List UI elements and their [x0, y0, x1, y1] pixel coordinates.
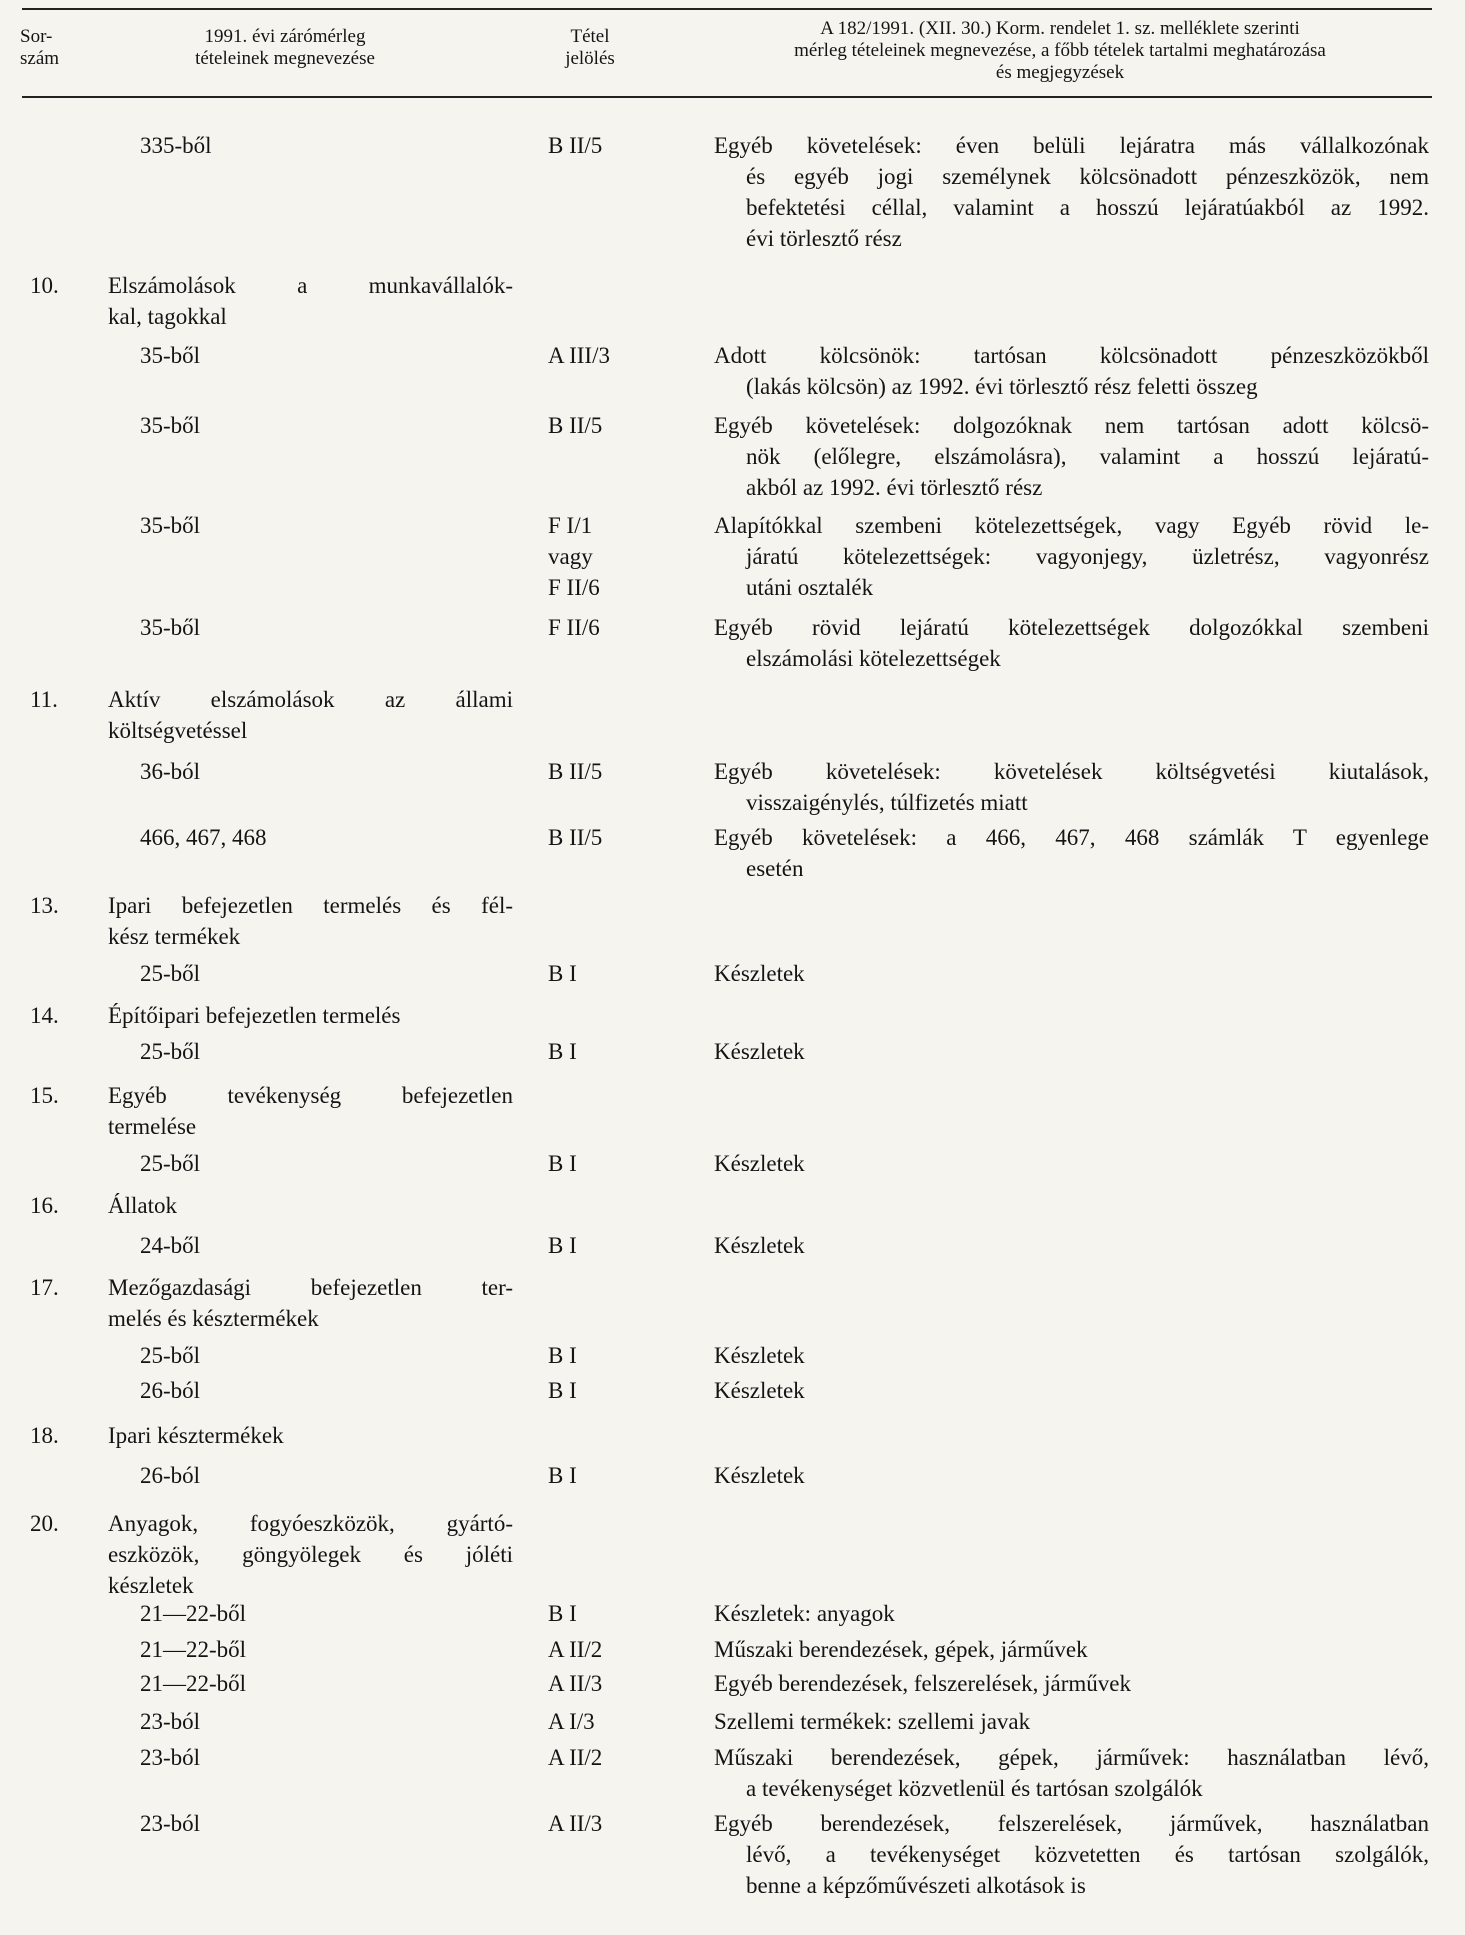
- item-description: [714, 1036, 1429, 1067]
- header-name-line: 1991. évi zárómérleg: [204, 26, 366, 47]
- code-line: A II/3: [548, 1811, 603, 1836]
- row-number: 13.: [30, 893, 59, 918]
- section-title: [108, 1190, 513, 1221]
- header-desc-line: mérleg tételeinek megnevezése, a főbb tételek tartalmi meghatározása: [794, 40, 1326, 61]
- name-line: 26-ból: [140, 1378, 201, 1403]
- code-line: A I/3: [548, 1709, 595, 1734]
- item-description: [714, 130, 1429, 254]
- row-number: 11.: [30, 687, 58, 712]
- code-line: B I: [548, 961, 577, 986]
- name-line: 25-ből: [140, 961, 201, 986]
- item-code: [548, 756, 698, 787]
- item-code: [548, 130, 698, 161]
- description-line: esetén: [746, 856, 804, 881]
- item-description: [714, 1375, 1429, 1406]
- name-line: 24-ből: [140, 1233, 201, 1258]
- description-line: Készletek: [714, 1233, 805, 1258]
- code-line: B I: [548, 1601, 577, 1626]
- description-line: Egyéb követelések: követelések költségvetési kiutalások,: [714, 759, 1429, 784]
- name-line: 25-ből: [140, 1151, 201, 1176]
- row-number: 15.: [30, 1083, 59, 1108]
- name-line: 36-ból: [140, 759, 201, 784]
- account-ref: [140, 958, 510, 989]
- description-line: utáni osztalék: [746, 575, 874, 600]
- name-line: készletek: [108, 1573, 194, 1598]
- name-line: 26-ból: [140, 1463, 201, 1488]
- description-line: Egyéb követelések: a 466, 467, 468 számlák T egyenlege: [714, 825, 1429, 850]
- name-line: Mezőgazdasági befejezetlen ter-: [108, 1275, 513, 1300]
- description-line: Készletek: [714, 1378, 805, 1403]
- item-description: [714, 822, 1429, 884]
- description-line: Egyéb követelések: dolgozóknak nem tartósan adott kölcsö-: [714, 413, 1429, 438]
- item-description: [714, 1460, 1429, 1491]
- section-title: [108, 684, 513, 746]
- description-line: lévő, a tevékenységet közvetetten és tartósan szolgálók,: [746, 1842, 1429, 1867]
- code-line: A II/2: [548, 1637, 603, 1662]
- description-line: akból az 1992. évi törlesztő rész: [746, 475, 1043, 500]
- item-description: [714, 1706, 1429, 1737]
- item-description: [714, 340, 1429, 402]
- name-line: 35-ből: [140, 513, 201, 538]
- code-line: B I: [548, 1151, 577, 1176]
- header-desc-line: A 182/1991. (XII. 30.) Korm. rendelet 1. sz. melléklete szerinti: [820, 18, 1300, 39]
- row-number: 16.: [30, 1193, 59, 1218]
- header-name-line: tételeinek megnevezése: [195, 48, 375, 69]
- description-line: évi törlesztő rész: [746, 226, 902, 251]
- item-code: [548, 1148, 698, 1179]
- name-line: 35-ből: [140, 343, 201, 368]
- name-line: 21—22-ből: [140, 1601, 247, 1626]
- code-line: B I: [548, 1378, 577, 1403]
- description-line: Egyéb berendezések, felszerelések, járművek: [714, 1671, 1131, 1696]
- code-line: F II/6: [548, 575, 600, 600]
- description-line: Alapítókkal szembeni kötelezettségek, vagy Egyéb rövid le-: [714, 513, 1429, 538]
- account-ref: [140, 340, 510, 371]
- name-line: Elszámolások a munkavállalók-: [108, 273, 513, 298]
- description-line: Egyéb rövid lejáratú kötelezettségek dolgozókkal szembeni: [714, 615, 1429, 640]
- item-description: [714, 510, 1429, 603]
- name-line: Aktív elszámolások az állami: [108, 687, 513, 712]
- name-line: Anyagok, fogyóeszközök, gyártó-: [108, 1511, 513, 1536]
- code-line: F I/1: [548, 513, 593, 538]
- description-line: befektetési céllal, valamint a hosszú lejáratúakból az 1992.: [746, 195, 1429, 220]
- item-code: [548, 1375, 698, 1406]
- account-ref: [140, 822, 510, 853]
- section-title: [108, 1000, 513, 1031]
- header-code: [540, 26, 640, 70]
- description-line: járatú kötelezettségek: vagyonjegy, üzletrész, vagyonrész: [746, 544, 1429, 569]
- description-line: benne a képzőművészeti alkotások is: [746, 1873, 1086, 1898]
- description-line: Egyéb berendezések, felszerelések, járművek, használatban: [714, 1811, 1429, 1836]
- account-ref: [140, 1706, 510, 1737]
- item-code: [548, 1706, 698, 1737]
- account-ref: [140, 1340, 510, 1371]
- code-line: B II/5: [548, 133, 603, 158]
- item-code: [548, 612, 698, 643]
- item-code: [548, 1668, 698, 1699]
- account-ref: [140, 1036, 510, 1067]
- description-line: és egyéb jogi személynek kölcsönadott pénzeszközök, nem: [746, 164, 1429, 189]
- row-number: 14.: [30, 1003, 59, 1028]
- description-line: Készletek: [714, 1039, 805, 1064]
- item-code: [548, 958, 698, 989]
- item-description: [714, 1808, 1429, 1901]
- header-rule: [22, 96, 1432, 98]
- account-ref: [140, 1668, 510, 1699]
- code-line: A II/2: [548, 1745, 603, 1770]
- account-ref: [140, 1148, 510, 1179]
- account-ref: [140, 510, 510, 541]
- code-line: A II/3: [548, 1671, 603, 1696]
- description-line: Készletek: anyagok: [714, 1601, 895, 1626]
- item-code: [548, 1230, 698, 1261]
- code-line: B I: [548, 1039, 577, 1064]
- section-title: [108, 1272, 513, 1334]
- description-line: Készletek: [714, 1151, 805, 1176]
- description-line: Műszaki berendezések, gépek, járművek: [714, 1637, 1088, 1662]
- item-description: [714, 1742, 1429, 1804]
- description-line: (lakás kölcsön) az 1992. évi törlesztő rész feletti összeg: [746, 374, 1258, 399]
- code-line: B II/5: [548, 413, 603, 438]
- header-code-line: jelölés: [565, 48, 615, 69]
- header-code-line: Tétel: [570, 26, 610, 47]
- description-line: nök (előlegre, elszámolásra), valamint a hosszú lejáratú-: [746, 444, 1429, 469]
- account-ref: [140, 1460, 510, 1491]
- header-description: [700, 18, 1420, 84]
- item-description: [714, 958, 1429, 989]
- item-description: [714, 756, 1429, 818]
- section-title: [108, 1420, 513, 1451]
- code-line: A III/3: [548, 343, 610, 368]
- item-code: [548, 1808, 698, 1839]
- description-line: Készletek: [714, 1463, 805, 1488]
- item-description: [714, 1230, 1429, 1261]
- name-line: költségvetéssel: [108, 718, 248, 743]
- name-line: 23-ból: [140, 1709, 201, 1734]
- name-line: kal, tagokkal: [108, 304, 227, 329]
- account-ref: [140, 1598, 510, 1629]
- account-ref: [140, 1375, 510, 1406]
- account-ref: [140, 1742, 510, 1773]
- code-line: B I: [548, 1343, 577, 1368]
- description-line: Készletek: [714, 1343, 805, 1368]
- item-code: [548, 1634, 698, 1665]
- item-code: [548, 1598, 698, 1629]
- description-line: Adott kölcsönök: tartósan kölcsönadott pénzeszközökből: [714, 343, 1429, 368]
- name-line: 335-ből: [140, 133, 212, 158]
- header-desc-line: és megjegyzések: [995, 62, 1125, 83]
- top-rule: [22, 8, 1432, 10]
- name-line: 21—22-ből: [140, 1637, 247, 1662]
- description-line: Készletek: [714, 961, 805, 986]
- header-serial: [20, 26, 80, 70]
- account-ref: [140, 1230, 510, 1261]
- name-line: Ipari késztermékek: [108, 1423, 284, 1448]
- description-line: Műszaki berendezések, gépek, járművek: használatban lévő,: [714, 1745, 1429, 1770]
- section-title: [108, 270, 513, 332]
- name-line: 35-ből: [140, 615, 201, 640]
- item-code: [548, 822, 698, 853]
- item-description: [714, 1668, 1429, 1699]
- item-code: [548, 510, 698, 603]
- name-line: 25-ből: [140, 1343, 201, 1368]
- name-line: Ipari befejezetlen termelés és fél-: [108, 893, 513, 918]
- name-line: melés és késztermékek: [108, 1306, 319, 1331]
- item-code: [548, 410, 698, 441]
- item-code: [548, 1340, 698, 1371]
- description-line: Szellemi termékek: szellemi javak: [714, 1709, 1031, 1734]
- section-title: [108, 1080, 513, 1142]
- code-line: vagy: [548, 544, 593, 569]
- account-ref: [140, 130, 510, 161]
- description-line: a tevékenységet közvetlenül és tartósan szolgálók: [746, 1776, 1203, 1801]
- name-line: 23-ból: [140, 1745, 201, 1770]
- name-line: 35-ből: [140, 413, 201, 438]
- name-line: termelése: [108, 1114, 197, 1139]
- name-line: Építőipari befejezetlen termelés: [108, 1003, 401, 1028]
- item-description: [714, 612, 1429, 674]
- description-line: visszaigénylés, túlfizetés miatt: [746, 790, 1028, 815]
- account-ref: [140, 1634, 510, 1665]
- item-description: [714, 1148, 1429, 1179]
- name-line: 25-ből: [140, 1039, 201, 1064]
- name-line: Állatok: [108, 1193, 177, 1218]
- section-title: [108, 890, 513, 952]
- row-number: 10.: [30, 273, 59, 298]
- item-description: [714, 410, 1429, 503]
- row-number: 20.: [30, 1511, 59, 1536]
- item-description: [714, 1634, 1429, 1665]
- code-line: B II/5: [548, 825, 603, 850]
- code-line: F II/6: [548, 615, 600, 640]
- account-ref: [140, 756, 510, 787]
- code-line: B I: [548, 1233, 577, 1258]
- name-line: 21—22-ből: [140, 1671, 247, 1696]
- row-number: 17.: [30, 1275, 59, 1300]
- name-line: 466, 467, 468: [140, 825, 267, 850]
- item-code: [548, 1742, 698, 1773]
- code-line: B I: [548, 1463, 577, 1488]
- row-number: 18.: [30, 1423, 59, 1448]
- code-line: B II/5: [548, 759, 603, 784]
- account-ref: [140, 612, 510, 643]
- header-serial-line: szám: [20, 48, 60, 69]
- name-line: Egyéb tevékenység befejezetlen: [108, 1083, 513, 1108]
- account-ref: [140, 1808, 510, 1839]
- header-name: [150, 26, 420, 70]
- item-code: [548, 1460, 698, 1491]
- name-line: 23-ból: [140, 1811, 201, 1836]
- header-serial-line: Sor-: [20, 26, 53, 47]
- name-line: eszközök, göngyölegek és jóléti: [108, 1542, 513, 1567]
- description-line: elszámolási kötelezettségek: [746, 646, 1001, 671]
- item-code: [548, 1036, 698, 1067]
- description-line: Egyéb követelések: éven belüli lejáratra más vállalkozónak: [714, 133, 1429, 158]
- item-description: [714, 1598, 1429, 1629]
- item-code: [548, 340, 698, 371]
- name-line: kész termékek: [108, 924, 241, 949]
- section-title: [108, 1508, 513, 1601]
- item-description: [714, 1340, 1429, 1371]
- account-ref: [140, 410, 510, 441]
